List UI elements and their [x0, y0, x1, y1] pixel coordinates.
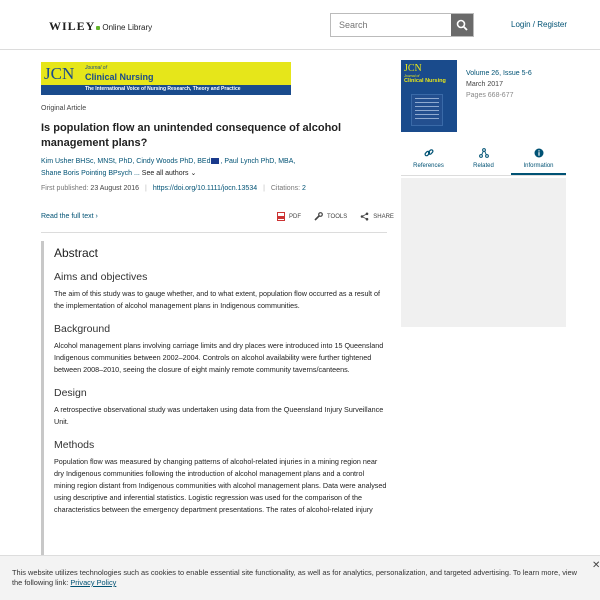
search-input[interactable]	[331, 14, 451, 36]
read-full-text-link[interactable]	[41, 213, 98, 220]
tools-label: TOOLS	[327, 213, 348, 220]
logo-dot	[96, 26, 100, 30]
see-all-authors-link[interactable]	[142, 170, 197, 177]
chevron-down-icon: ⌄	[190, 170, 197, 177]
citations-label: Citations:	[270, 185, 301, 192]
issue-date: March 2017	[466, 81, 503, 88]
journal-tagline: The International Voice of Nursing Research, Theory and Practice	[85, 86, 241, 92]
doi-link[interactable]: https://doi.org/10.1111/jocn.13534	[152, 185, 258, 192]
sidebar-tabs	[401, 145, 566, 176]
tab-content-panel	[401, 178, 566, 327]
abstract-heading: Background	[54, 323, 111, 335]
share-label: SHARE	[373, 213, 394, 220]
journal-of-label: Journal of	[85, 65, 107, 71]
link-icon	[424, 148, 434, 158]
authors-ellipsis: ...	[132, 170, 142, 177]
cover-journal-of: Journal of	[404, 74, 420, 78]
abstract-title: Abstract	[54, 246, 99, 260]
search-icon	[456, 19, 468, 31]
first-published-label: First published:	[41, 185, 89, 192]
cookie-banner	[0, 555, 600, 600]
cover-title: Clinical Nursing	[404, 78, 446, 84]
tab-information[interactable]	[511, 145, 566, 175]
pdf-label: PDF	[289, 213, 301, 220]
journal-cover[interactable]	[401, 60, 457, 132]
journal-banner[interactable]	[41, 62, 291, 95]
abstract-paragraph: Alcohol management plans involving carriage limits and dry places were introduced into 15 Queensland Indigenous communities between 2002–2004. Controls on alcohol availability were further tightened between 2008–2010, seeing the closure of eight mainly remote community taverns/canteens.	[54, 341, 384, 374]
wiley-logo[interactable]	[49, 19, 152, 34]
abstract-section	[41, 241, 387, 561]
journal-tagline-strip	[41, 85, 291, 95]
article-type: Original Article	[41, 105, 87, 112]
author-link[interactable]: Kim Usher BHSc, MNSt, PhD, Cindy Woods PhD, BEd	[41, 158, 211, 165]
tab-label: References	[413, 163, 444, 169]
author-link[interactable]: Shane Boris Pointing BPsych	[41, 170, 133, 177]
article-actions	[277, 212, 394, 221]
share-button[interactable]	[360, 212, 394, 221]
issue-info	[466, 68, 532, 101]
separator: |	[145, 185, 147, 192]
cover-contents-box	[411, 94, 443, 126]
see-all-label: See all authors	[141, 170, 189, 177]
network-icon	[479, 148, 489, 158]
chevron-right-icon: ›	[95, 213, 98, 220]
tab-references[interactable]	[401, 145, 456, 175]
abstract-heading: Methods	[54, 439, 95, 451]
cover-abbr: JCN	[404, 63, 422, 74]
abstract-paragraph: A retrospective observational study was undertaken using data from the Queensland Injury Surveillance Unit.	[54, 405, 384, 426]
tab-label: Related	[473, 163, 494, 169]
privacy-policy-link[interactable]: Privacy Policy	[70, 578, 117, 587]
logo-suffix: Online Library	[102, 23, 153, 32]
top-header	[0, 0, 600, 50]
journal-abbr: JCN	[44, 64, 75, 83]
separator: |	[263, 185, 265, 192]
journal-name: Clinical Nursing	[85, 72, 154, 82]
first-published-date: 23 August 2016	[90, 185, 140, 192]
wrench-icon	[314, 212, 323, 221]
publication-info	[41, 185, 306, 192]
tab-related[interactable]	[456, 145, 511, 175]
cookie-message	[12, 568, 587, 588]
cookie-text: This website utilizes technologies such as cookies to enable essential site functionality, as well as for analytics, personalization, and targeted advertising. To learn more, view the following link:	[12, 568, 577, 587]
login-register-link[interactable]: Login / Register	[511, 20, 568, 29]
tab-label: Information	[523, 163, 554, 169]
close-icon[interactable]: ✕	[592, 560, 600, 571]
abstract-heading: Aims and objectives	[54, 271, 148, 283]
section-divider	[41, 232, 387, 233]
author-list	[41, 156, 341, 180]
search-bar	[330, 13, 474, 37]
issue-pages: Pages 668-677	[466, 92, 514, 99]
search-button[interactable]	[451, 14, 473, 36]
read-full-text-label: Read the full text	[41, 213, 94, 220]
volume-issue-link[interactable]: Volume 26, Issue 5-6	[466, 70, 532, 77]
pdf-icon	[277, 212, 285, 221]
info-icon	[534, 148, 544, 158]
share-icon	[360, 212, 369, 221]
pdf-button[interactable]	[277, 212, 301, 221]
abstract-paragraph: The aim of this study was to gauge whether, and to what extent, population flow occurred as a result of the implementation of alcohol management plans in Indigenous communities.	[54, 289, 381, 310]
citations-count-link[interactable]: 2	[302, 185, 306, 192]
logo-wordmark: WILEY	[49, 19, 96, 33]
abstract-heading: Design	[54, 387, 87, 399]
email-icon[interactable]	[211, 158, 219, 164]
article-title: Is population flow an unintended consequence of alcohol management plans?	[41, 122, 342, 149]
abstract-paragraph: Population flow was measured by changing patterns of alcohol-related injuries in a mining region near dry Indigenous communities following the introduction of alcohol management plans and a control mining region distant from Indigenous communities with alcohol management plans. Data were analysed using descriptive and inferential statistics. Logistic regression was used for the comparison of the characteristics between the emergency department presentations. The rates of alcohol-related injury	[54, 457, 387, 514]
tools-button[interactable]	[314, 212, 347, 221]
author-link[interactable]: , Paul Lynch PhD, MBA,	[220, 158, 296, 165]
